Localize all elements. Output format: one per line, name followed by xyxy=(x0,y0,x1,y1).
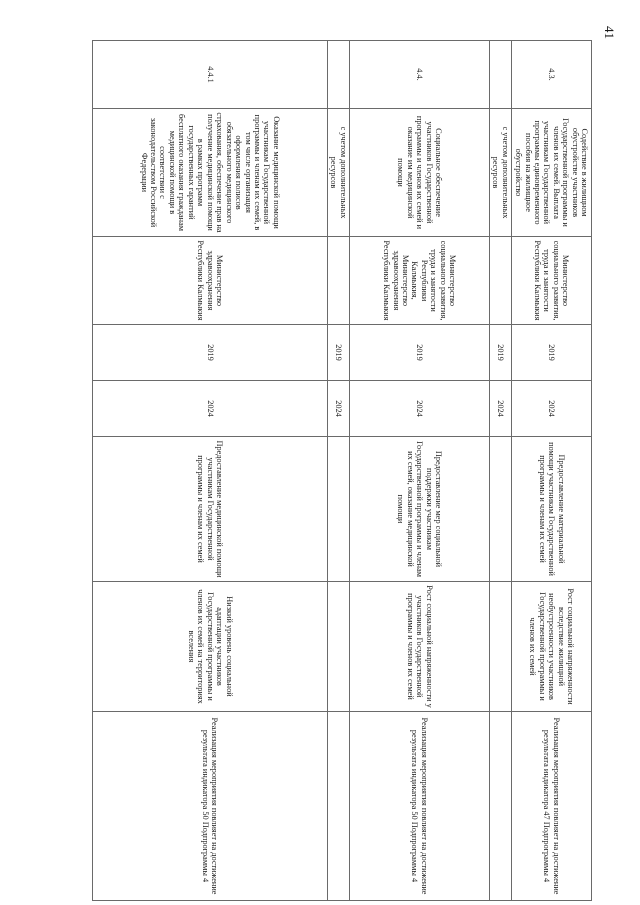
executor-cell: Министерство социального развития, труда и занятости Республики Калмыкия xyxy=(512,237,592,325)
risk-cell: Низкий уровень социальной адаптации участников Государственной программы и членов их семей на территориях вселения xyxy=(93,582,328,712)
executor-cell xyxy=(328,237,350,325)
rotated-table-container xyxy=(92,40,592,900)
executor-cell: Министерство социального развития, труда и занятости Республики Калмыкия, Министерство здравоохранения Республики Калмыкия xyxy=(350,237,490,325)
table-row xyxy=(512,41,592,901)
end-year-cell: 2024 xyxy=(512,381,592,437)
start-year-cell: 2019 xyxy=(350,325,490,381)
measure-title-cell: с учетом дополнительных ресурсов xyxy=(328,109,350,237)
start-year-cell: 2019 xyxy=(490,325,512,381)
indicator-link-cell: Реализация мероприятия повлияет на достижение результата индикатора 50 Подпрограммы 4 xyxy=(93,712,328,901)
table-row xyxy=(328,41,350,901)
indicator-link-cell: Реализация мероприятия повлияет на достижение результата индикатора 50 Подпрограммы 4 xyxy=(350,712,490,901)
measure-title-cell: Оказание медицинской помощи участникам Государственной программы и членам их семей, в том числе организация оформления полисов обязательного медицинского страхования, обеспечение прав на получение медицинской помощи в рамках программ государственных гарантий бесплатного оказания гражданам медицинской помощи в соответствии с законодательством Российской Федерации xyxy=(93,109,328,237)
end-year-cell: 2024 xyxy=(93,381,328,437)
risk-cell: Рост социальной напряженности вследствие жилищной необустроенности участников Государственной программы и членов их семей xyxy=(512,582,592,712)
end-year-cell: 2024 xyxy=(490,381,512,437)
row-number-cell: 4.4.1 xyxy=(93,41,328,109)
measure-title-cell: Содействие в жилищном обустройстве участников Государственной программы и членов их семей. Выплата участникам Государственной программы единовременного пособия на жилищное обустройство xyxy=(512,109,592,237)
start-year-cell: 2019 xyxy=(328,325,350,381)
executor-cell: Министерство здравоохранения Республики Калмыкия xyxy=(93,237,328,325)
risk-cell xyxy=(328,582,350,712)
row-number-cell: 4.4. xyxy=(350,41,490,109)
risk-cell: Рост социальной напряженности у участников Государственной программы и членов их семей xyxy=(350,582,490,712)
end-year-cell: 2024 xyxy=(328,381,350,437)
expected-result-cell: Предоставление мер социальной поддержки участникам Государственной программы и членам их семей, оказание медицинской помощи xyxy=(350,437,490,582)
expected-result-cell: Предоставление медицинской помощи участникам Государственной программы и членам их семей xyxy=(93,437,328,582)
start-year-cell: 2019 xyxy=(512,325,592,381)
measure-title-cell: с учетом дополнительных ресурсов xyxy=(490,109,512,237)
measure-title-cell: Социальное обеспечение участников Государственной программы и членов их семей и оказание им медицинской помощи xyxy=(350,109,490,237)
row-number-cell: 4.3. xyxy=(512,41,592,109)
page-number: 41 xyxy=(602,26,617,39)
indicator-link-cell: Реализация мероприятия повлияет на достижение результата индикатора 47 Подпрограммы 4 xyxy=(512,712,592,901)
expected-result-cell xyxy=(490,437,512,582)
risk-cell xyxy=(490,582,512,712)
table-row xyxy=(490,41,512,901)
indicator-link-cell xyxy=(490,712,512,901)
table-row xyxy=(350,41,490,901)
row-number-cell xyxy=(490,41,512,109)
expected-result-cell xyxy=(328,437,350,582)
start-year-cell: 2019 xyxy=(93,325,328,381)
end-year-cell: 2024 xyxy=(350,381,490,437)
indicator-link-cell xyxy=(328,712,350,901)
measures-table xyxy=(92,40,592,901)
expected-result-cell: Предоставление материальной помощи участникам Государственной программы и членам их семей xyxy=(512,437,592,582)
table-row xyxy=(93,41,328,901)
executor-cell xyxy=(490,237,512,325)
row-number-cell xyxy=(328,41,350,109)
